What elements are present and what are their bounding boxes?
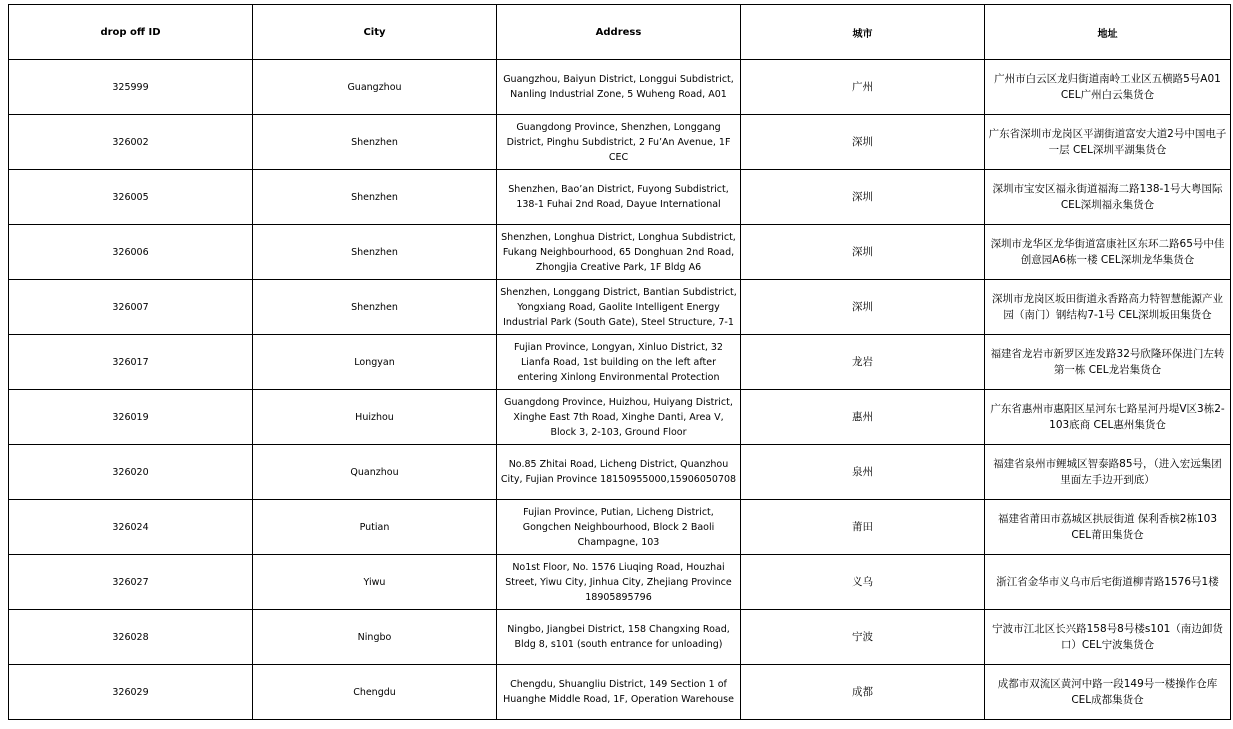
city-cell: Shenzhen: [253, 280, 497, 335]
city-cn-cell: 义乌: [741, 555, 985, 610]
address-cn-cell: 广东省深圳市龙岗区平湖街道富安大道2号中国电子一层 CEL深圳平湖集货仓: [985, 115, 1231, 170]
city-cell: Ningbo: [253, 610, 497, 665]
address-cn-cell: 福建省龙岩市新罗区连发路32号欣隆环保进门左转第一栋 CEL龙岩集货仓: [985, 335, 1231, 390]
city-cell: Longyan: [253, 335, 497, 390]
address-cell: Guangdong Province, Huizhou, Huiyang District, Xinghe East 7th Road, Xinghe Danti, Area V, Block 3, 2-103, Ground Floor: [497, 390, 741, 445]
drop-off-id-cell: 326007: [9, 280, 253, 335]
table-row: [9, 335, 1231, 390]
city-cn-cell: 深圳: [741, 115, 985, 170]
address-cell: Ningbo, Jiangbei District, 158 Changxing Road, Bldg 8, s101 (south entrance for unloading): [497, 610, 741, 665]
drop-off-id-cell: 326019: [9, 390, 253, 445]
address-cn-cell: 广东省惠州市惠阳区星河东七路星河丹堤V区3栋2-103底商 CEL惠州集货仓: [985, 390, 1231, 445]
drop-off-id-cell: 326028: [9, 610, 253, 665]
header-city-cn: 城市: [741, 5, 985, 60]
address-cell: Guangzhou, Baiyun District, Longgui Subdistrict, Nanling Industrial Zone, 5 Wuheng Road, A01: [497, 60, 741, 115]
table-row: [9, 170, 1231, 225]
address-cn-cell: 浙江省金华市义乌市后宅街道柳青路1576号1楼: [985, 555, 1231, 610]
city-cell: Huizhou: [253, 390, 497, 445]
address-cell: Chengdu, Shuangliu District, 149 Section 1 of Huanghe Middle Road, 1F, Operation Warehouse: [497, 665, 741, 720]
address-cn-cell: 深圳市龙岗区坂田街道永香路高力特智慧能源产业园（南门）钢结构7-1号 CEL深圳坂田集货仓: [985, 280, 1231, 335]
header-address-cn: 地址: [985, 5, 1231, 60]
header-city: City: [253, 5, 497, 60]
drop-off-id-cell: 326029: [9, 665, 253, 720]
drop-off-id-cell: 325999: [9, 60, 253, 115]
city-cell: Quanzhou: [253, 445, 497, 500]
table-row: [9, 225, 1231, 280]
city-cn-cell: 深圳: [741, 225, 985, 280]
city-cn-cell: 莆田: [741, 500, 985, 555]
header-address: Address: [497, 5, 741, 60]
city-cn-cell: 成都: [741, 665, 985, 720]
address-cn-cell: 福建省莆田市荔城区拱辰街道 保利香槟2栋103 CEL莆田集货仓: [985, 500, 1231, 555]
table-row: [9, 555, 1231, 610]
drop-off-id-cell: 326027: [9, 555, 253, 610]
table-row: [9, 115, 1231, 170]
city-cn-cell: 广州: [741, 60, 985, 115]
drop-off-id-cell: 326024: [9, 500, 253, 555]
address-cn-cell: 福建省泉州市鲤城区智泰路85号，（进入宏远集团里面左手边开到底）: [985, 445, 1231, 500]
address-cell: Guangdong Province, Shenzhen, Longgang District, Pinghu Subdistrict, 2 Fu’An Avenue, 1F CEC: [497, 115, 741, 170]
drop-off-id-cell: 326020: [9, 445, 253, 500]
table-row: [9, 445, 1231, 500]
drop-off-id-cell: 326005: [9, 170, 253, 225]
drop-off-id-cell: 326006: [9, 225, 253, 280]
table-row: [9, 390, 1231, 445]
header-row: [9, 5, 1231, 60]
drop-off-table: [8, 4, 1231, 720]
address-cell: Fujian Province, Longyan, Xinluo District, 32 Lianfa Road, 1st building on the left after entering Xinlong Environmental Protection: [497, 335, 741, 390]
table-row: [9, 610, 1231, 665]
address-cn-cell: 深圳市宝安区福永街道福海二路138-1号大粤国际 CEL深圳福永集货仓: [985, 170, 1231, 225]
city-cell: Yiwu: [253, 555, 497, 610]
address-cn-cell: 广州市白云区龙归街道南岭工业区五横路5号A01 CEL广州白云集货仓: [985, 60, 1231, 115]
address-cell: No.85 Zhitai Road, Licheng District, Quanzhou City, Fujian Province 18150955000,15906050708: [497, 445, 741, 500]
city-cell: Shenzhen: [253, 170, 497, 225]
city-cell: Shenzhen: [253, 225, 497, 280]
city-cn-cell: 深圳: [741, 170, 985, 225]
address-cell: Shenzhen, Longhua District, Longhua Subdistrict, Fukang Neighbourhood, 65 Donghuan 2nd Road, Zhongjia Creative Park, 1F Bldg A6: [497, 225, 741, 280]
address-cn-cell: 成都市双流区黄河中路一段149号一楼操作仓库 CEL成都集货仓: [985, 665, 1231, 720]
table-row: [9, 500, 1231, 555]
city-cell: Putian: [253, 500, 497, 555]
drop-off-id-cell: 326017: [9, 335, 253, 390]
address-cn-cell: 深圳市龙华区龙华街道富康社区东环二路65号中佳创意园A6栋一楼 CEL深圳龙华集货仓: [985, 225, 1231, 280]
city-cell: Shenzhen: [253, 115, 497, 170]
address-cell: No1st Floor, No. 1576 Liuqing Road, Houzhai Street, Yiwu City, Jinhua City, Zhejiang Province 18905895796: [497, 555, 741, 610]
drop-off-table-container: [8, 4, 1230, 720]
city-cn-cell: 宁波: [741, 610, 985, 665]
address-cn-cell: 宁波市江北区长兴路158号8号楼s101（南边卸货口）CEL宁波集货仓: [985, 610, 1231, 665]
city-cell: Chengdu: [253, 665, 497, 720]
city-cn-cell: 深圳: [741, 280, 985, 335]
table-row: [9, 60, 1231, 115]
address-cell: Shenzhen, Bao’an District, Fuyong Subdistrict, 138-1 Fuhai 2nd Road, Dayue International: [497, 170, 741, 225]
city-cn-cell: 惠州: [741, 390, 985, 445]
table-row: [9, 280, 1231, 335]
address-cell: Fujian Province, Putian, Licheng District, Gongchen Neighbourhood, Block 2 Baoli Champagne, 103: [497, 500, 741, 555]
drop-off-id-cell: 326002: [9, 115, 253, 170]
city-cell: Guangzhou: [253, 60, 497, 115]
table-row: [9, 665, 1231, 720]
city-cn-cell: 龙岩: [741, 335, 985, 390]
address-cell: Shenzhen, Longgang District, Bantian Subdistrict, Yongxiang Road, Gaolite Intelligent Energy Industrial Park (South Gate), Steel Structure, 7-1: [497, 280, 741, 335]
city-cn-cell: 泉州: [741, 445, 985, 500]
header-drop-off-id: drop off ID: [9, 5, 253, 60]
